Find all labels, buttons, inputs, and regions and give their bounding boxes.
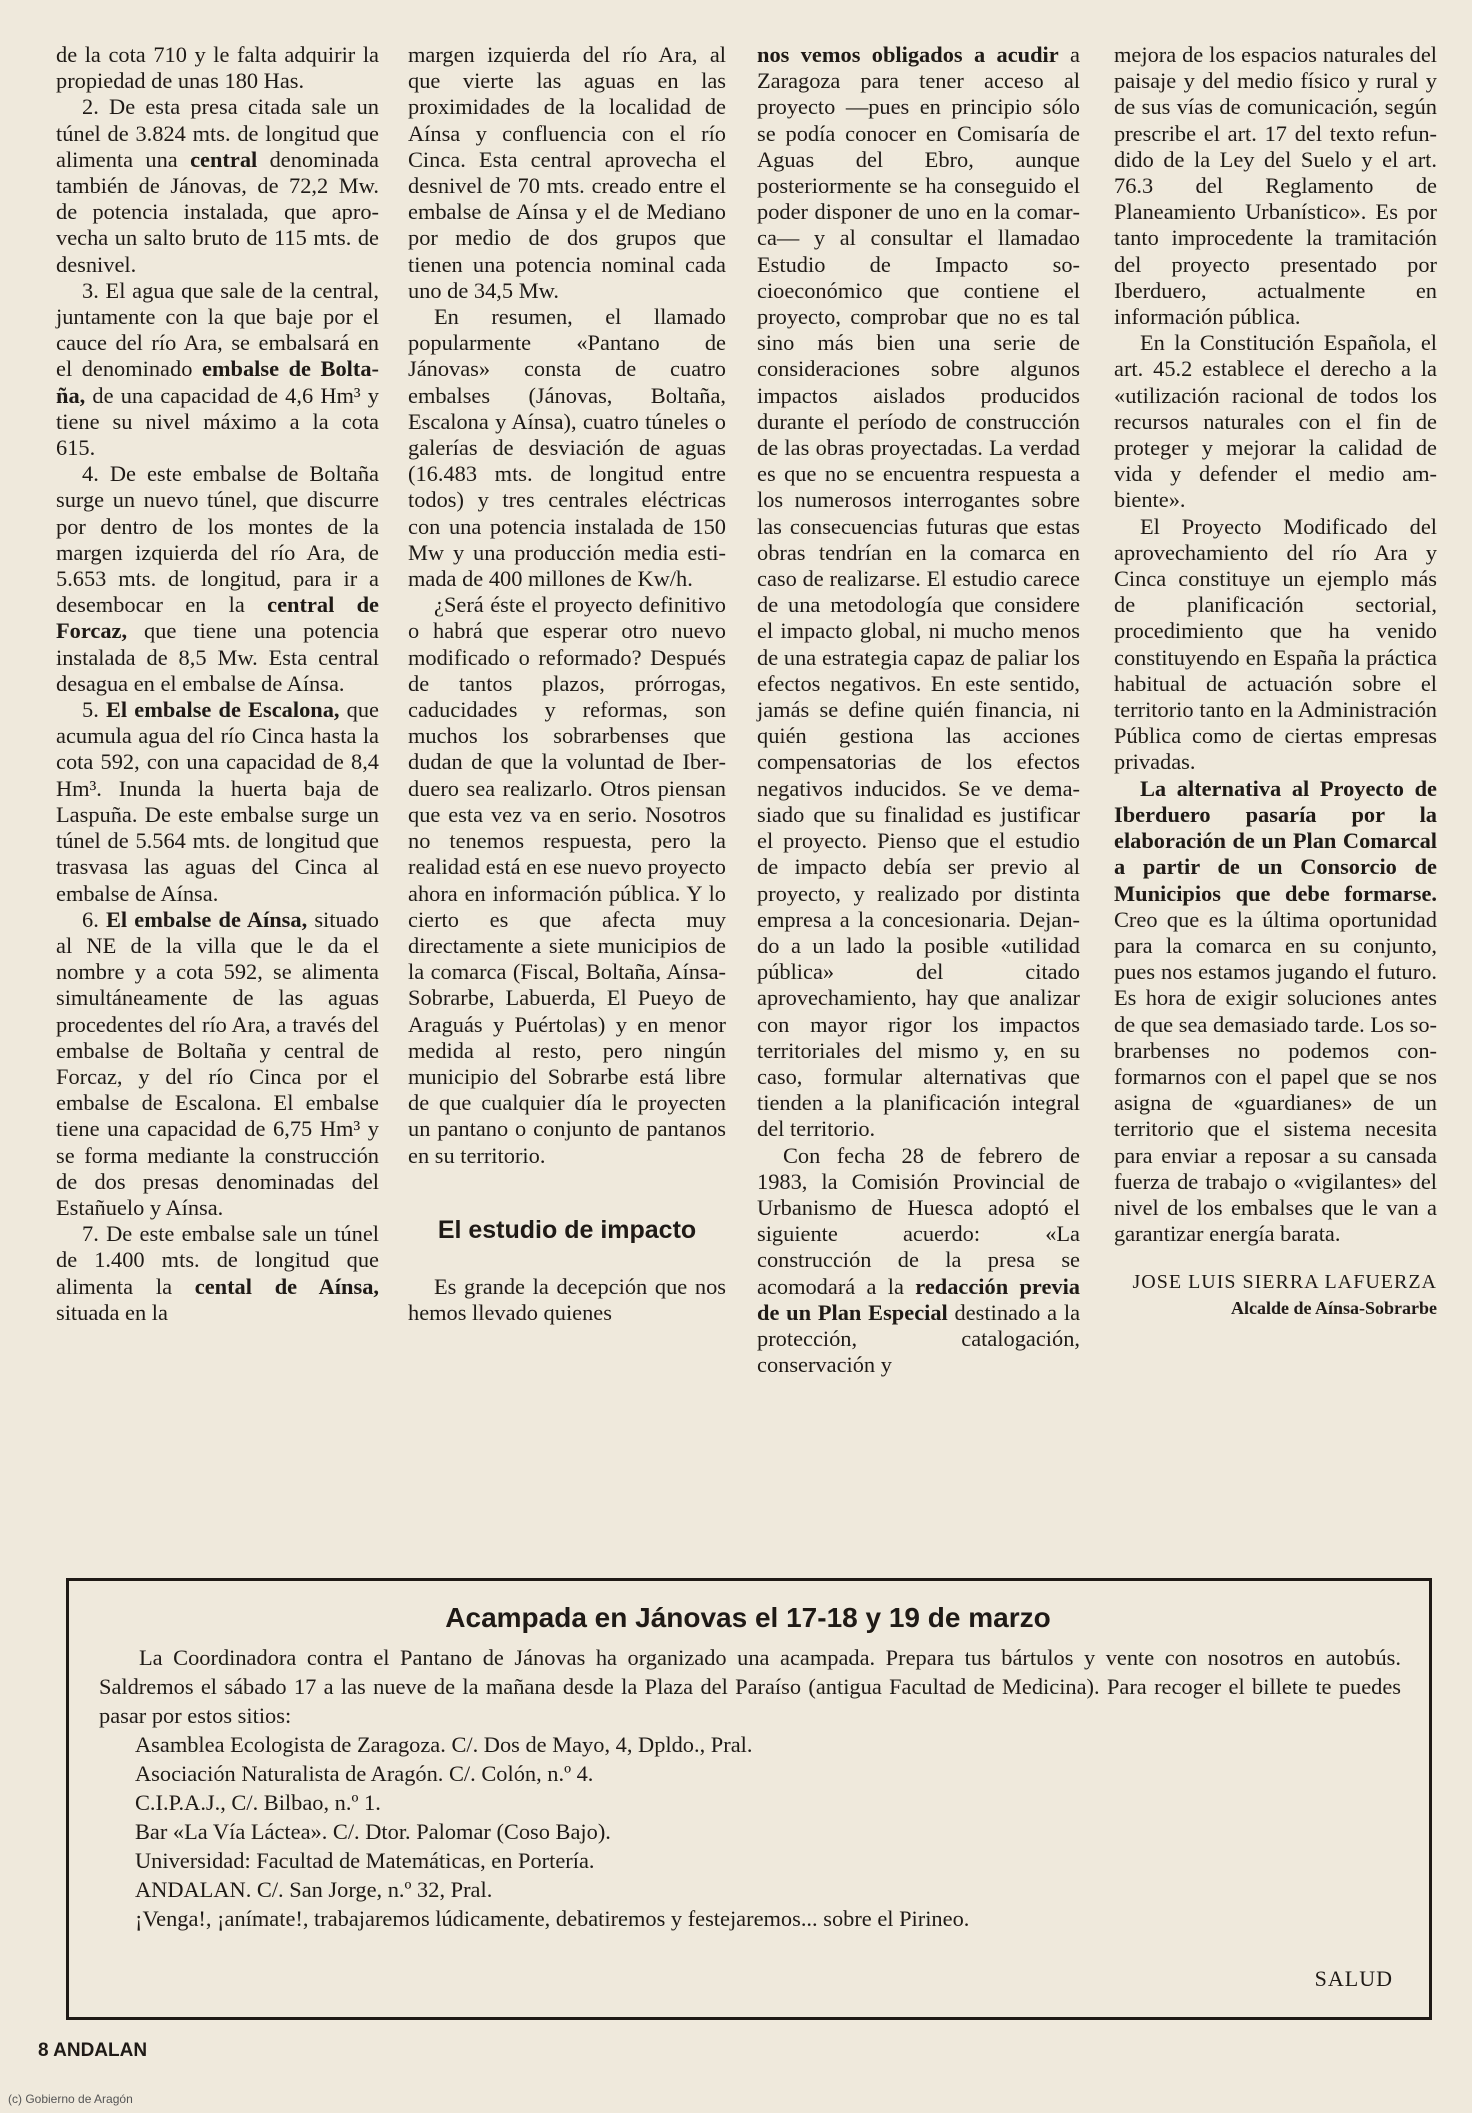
bold-text: nos vemos obligados a acudir [757, 42, 1059, 67]
text-run: que tiene una potencia instalada de 8,5 Mw. Esta central desagua en el embalse de Aínsa. [56, 618, 379, 696]
article-column-1 [56, 42, 379, 1326]
bold-text: La alternativa al Proyecto de Iberduero pasaría por la elaboración de un Plan Comarcal a partir de un Consorcio de Municipios que debe formarse. [1114, 775, 1437, 906]
article-paragraph [1114, 776, 1437, 1248]
text-run: a Zaragoza para tener acceso al proyecto —pues en principio sólo se podía conocer en Comisaría de Aguas del Ebro, aunque posteriormente se ha conseguido el poder disponer de uno en la comarca— y al consultar el llamadao Estudio de Impacto socioeconómico que contiene el proyecto, comprobar que no es tal sino más bien una serie de consideraciones sobre algunos impactos aislados producidos durante el período de construcción de las obras proyectadas. La verdad es que no se encuentra respuesta a los numerosos interrogantes sobre las consecuencias futuras que estas obras tendrían en la comarca en caso de realizarse. El estudio carece de una metodología que considere el impacto global, ni mucho menos de una estrategia capaz de paliar los efectos negativos. En este sentido, jamás se define quién financia, ni quién gestiona las acciones compensatorias de los efectos negativos inducidos. Se ve demasiado que su finalidad es justificar el proyecto. Pienso que el estudio de impacto debía ser previo al proyecto, y realizado por distinta empresa a la concesionaria. Dejando a un lado la posible «utilidad pública» del citado aprovechamiento, hay que analizar con mayor rigor los impactos territoriales del mismo y, en su caso, formular alternativas que tienden a la planificación integral del territorio. [757, 42, 1080, 1142]
article-paragraph [1114, 330, 1437, 513]
article-paragraph [56, 907, 379, 1221]
article-column-4 [1114, 42, 1437, 1321]
bold-text: El embalse de Aínsa, [105, 906, 308, 932]
text-run: margen izquierda del río Ara, al que vierte las aguas en las proximidades de la localidad de Aínsa y confluencia con el río Cinca. Esta central aprovecha el desnivel de 70 mts. creado entre el embalse de Aínsa y el de Mediano por medio de dos grupos que tienen una potencia nominal cada uno de 34,5 Mw. [408, 42, 726, 303]
announcement-closing: ¡Venga!, ¡anímate!, trabajaremos lúdicamente, debatiremos y festejaremos... sobre el Pirineo. [135, 1906, 970, 1931]
text-run: situado al NE de la villa que le da el nombre y a cota 592, se alimenta simultáneamente de las aguas procedentes del río Ara, a través del embalse de Boltaña y central de Forcaz, y del río Cinca por el embalse de Escalona. El embalse tiene una capacidad de 6,75 Hm³ y se forma mediante la construcción de dos presas denominadas del Estañuelo y Aínsa. [56, 906, 379, 1220]
text-run: El Proyecto Modificado del aprovechamiento del río Ara y Cinca constituye un ejemplo más de planificación sectorial, procedimiento que ha venido constituyendo en España la práctica habitual de actuación sobre el territorio tanto en la Administración Pública como de ciertas empresas privadas. [1114, 513, 1437, 775]
article-paragraph [408, 42, 726, 304]
bold-text: redacción previa de un Plan Especial [757, 1273, 1081, 1325]
article-paragraph [56, 42, 379, 94]
text-run: 4. De este embalse de Boltaña surge un nuevo túnel, que discurre por dentro de los montes de la margen izquierda del río Ara, de 5.653 mts. de longitud, para ir a desembocar en la [56, 461, 379, 618]
announcement-signoff: SALUD [1314, 1966, 1393, 1991]
article-paragraph [1114, 514, 1437, 776]
copyright-credit: (c) Gobierno de Aragón [8, 2092, 133, 2106]
article-paragraph [408, 592, 726, 1168]
section-subheading: El estudio de impacto [437, 1215, 697, 1244]
ticket-location-item: Bar «La Vía Láctea». C/. Dtor. Palomar (Coso Bajo). [135, 1819, 611, 1844]
ticket-location-item: Asamblea Ecologista de Zaragoza. C/. Dos de Mayo, 4, Dpldo., Pral. [135, 1732, 753, 1757]
text-run: ¿Será éste el proyecto definitivo o habrá que esperar otro nuevo modificado o reformado? Después de tantos plazos, prórrogas, caducidades y reformas, son muchos los sobrarbenses que dudan de que la voluntad de Iberduero sea realizarlo. Otros piensan que esta vez va en serio. Nosotros no tenemos respuesta, pero la realidad está en ese nuevo proyecto ahora en información pública. Y lo cierto es que afecta muy directamente a siete municipios de la comarca (Fiscal, Boltaña, Aínsa-Sobrarbe, Labuerda, El Pueyo de Araguás y Puértolas) y en menor medida al resto, pero ningún municipio del Sobrarbe está libre de que cualquier día le proyecten un pantano o conjunto de pantanos en su territorio. [408, 592, 726, 1168]
text-run: de la cota 710 y le falta adquirir la propiedad de unas 180 Has. [56, 42, 379, 94]
text-run: situada en la [56, 1299, 168, 1325]
text-run: de una capacidad de 4,6 Hm³ y tiene su nivel máximo a la cota 615. [56, 382, 379, 461]
text-run: destinado a la protección, catalogación, conservación y [757, 1299, 1081, 1378]
ticket-location-item: Asociación Naturalista de Aragón. C/. Colón, n.º 4. [135, 1761, 594, 1786]
ticket-location-item: C.I.P.A.J., C/. Bilbao, n.º 1. [135, 1790, 381, 1815]
text-run: Es grande la decepción que nos hemos llevado quienes [408, 1273, 726, 1325]
ticket-locations-list [135, 1730, 1401, 1904]
text-run: 2. De esta presa citada sale un túnel de 3.824 mts. de longitud que alimenta una [56, 94, 379, 172]
text-run: Con fecha 28 de febrero de 1983, la Comisión Provincial de Urbanismo de Huesca adoptó el siguiente acuerdo: «La construcción de la presa se acomodará a la [757, 1142, 1080, 1299]
text-run: 3. El agua que sale de la central, juntamente con la que baje por el cauce del río Ara, se embalsará en el denominado [56, 277, 379, 382]
text-run: En la Constitución Española, el art. 45.2 establece el derecho a la «utilización racional de todos los recursos naturales con el fin de proteger y mejorar la calidad de vida y defender el medio ambiente». [1114, 330, 1437, 513]
bold-text: embalse de Boltaña, [56, 356, 379, 408]
text-run: Creo que es la última oportunidad para la comarca en su conjunto, pues nos estamos jugando el futuro. Es hora de exigir soluciones antes de que sea demasiado tarde. Los sobrarbenses no podemos conformarnos con el papel que se nos asigna de «guardianes» de un territorio que el sistema necesita para enviar a reposar a su cansada fuerza de trabajo o «vigilantes» del nivel de los embalses que le van a garantizar energía barata. [1114, 906, 1437, 1247]
author-name: JOSE LUIS SIERRA LAFUERZA [1132, 1271, 1437, 1294]
author-title: Alcalde de Aínsa-Sobrarbe [1230, 1298, 1437, 1319]
bold-text: central de Forcaz, [56, 592, 379, 644]
page-footer: 8 ANDALAN [38, 2040, 148, 2061]
bold-text: cental de Aínsa, [194, 1273, 379, 1299]
bold-text: El embalse de Escalona, [105, 697, 340, 723]
article-column-2 [408, 42, 726, 1326]
announcement-intro: La Coordinadora contra el Pantano de Jánovas ha organizado una acampada. Prepara tus bártulos y vente con nosotros en autobús. Saldremos el sábado 17 a las nueve de la mañana desde la Plaza del Paraíso (antigua Facultad de Medicina). Para recoger el billete te puedes pasar por estos sitios: [99, 1645, 1401, 1728]
announcement-box [66, 1578, 1432, 2020]
ticket-location-item: Universidad: Facultad de Matemáticas, en Portería. [135, 1848, 595, 1873]
article-paragraph [757, 42, 1080, 1143]
article-paragraph [56, 94, 379, 277]
article-paragraph [757, 1143, 1080, 1379]
text-run: que acumula agua del río Cinca hasta la cota 592, con una capacidad de 8,4 Hm³. Inunda la huerta baja de Laspuña. De este embalse surge un túnel de 5.564 mts. de longitud que trasvasa las aguas del Cinca al embalse de Aínsa. [56, 697, 379, 906]
text-run: denominada también de Jánovas, de 72,2 Mw. de potencia instalada, que aprovecha un salto bruto de 115 mts. de desnivel. [56, 146, 379, 277]
article-paragraph [1114, 42, 1437, 330]
announcement-title: Acampada en Jánovas el 17-18 y 19 de marzo [445, 1602, 1051, 1633]
ticket-location-item: ANDALAN. C/. San Jorge, n.º 32, Pral. [135, 1877, 493, 1902]
text-run: 6. [82, 906, 106, 932]
text-run: 7. De este embalse sale un túnel de 1.400 mts. de longitud que alimenta la [56, 1221, 379, 1299]
article-paragraph [56, 1221, 379, 1326]
text-run: En resumen, el llamado popularmente «Pantano de Jánovas» consta de cuatro embalses (Jánovas, Boltaña, Escalona y Aínsa), cuatro túneles o galerías de desviación de aguas (16.483 mts. de longitud entre todos) y tres centrales eléctricas con una potencia instalada de 150 Mw y una producción media estimada de 400 millones de Kw/h. [408, 304, 726, 592]
bold-text: central [190, 146, 258, 172]
text-run: mejora de los espacios naturales del paisaje y del medio físico y rural y de sus vías de comunicación, según prescribe el art. 17 del texto refundido de la Ley del Suelo y el art. 76.3 del Reglamento de Planeamiento Urbanístico». Es por tanto improcedente la tramitación del proyecto presentado por Iberduero, actualmente en información pública. [1114, 42, 1437, 330]
article-paragraph [408, 304, 726, 592]
article-paragraph [408, 1274, 726, 1326]
article-column-3 [757, 42, 1080, 1378]
article-paragraph [56, 461, 379, 697]
text-run: 5. [82, 697, 106, 723]
article-paragraph [56, 697, 379, 907]
article-paragraph [56, 278, 379, 461]
